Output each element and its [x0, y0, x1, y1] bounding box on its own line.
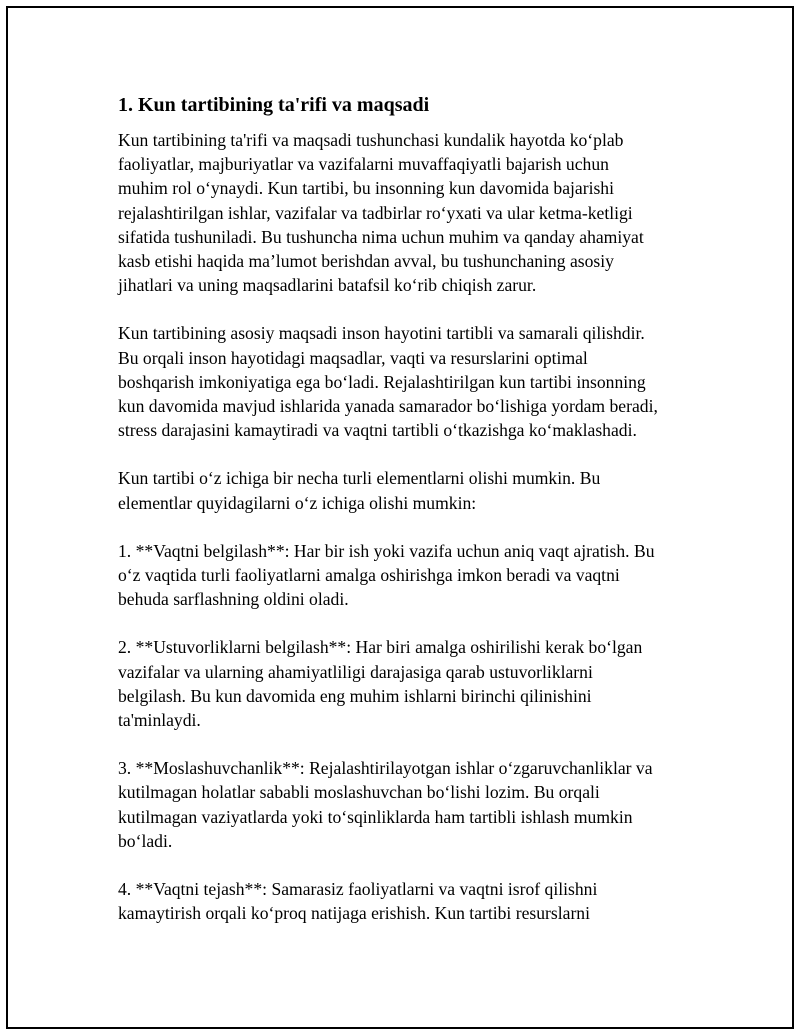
section-heading: 1. Kun tartibining ta'rifi va maqsadi	[118, 94, 430, 116]
list-item-priorities: 2. **Ustuvorliklarni belgilash**: Har biri amalga oshirilishi kerak boʻlgan vazifalar va ularning ahamiyatliligi darajasiga qarab ustuvorliklarni belgilash. Bu kun davomida eng muhim ishlarni birinchi qilinishini ta'minlaydi.	[118, 637, 643, 731]
document-body	[118, 92, 698, 949]
paragraph-purpose: Kun tartibining asosiy maqsadi inson hayotini tartibli va samarali qilishdir. Bu orqali inson hayotidagi maqsadlar, vaqti va resurslarini optimal boshqarish imkoniyatiga ega boʻladi. Rejalashtirilgan kun tartibi insonning kun davomida mavjud ishlarida yanada samarador boʻlishiga yordam beradi, stress darajasini kamaytiradi va vaqtni tartibli oʻtkazishga koʻmaklashadi.	[118, 323, 658, 441]
paragraph-definition: Kun tartibining ta'rifi va maqsadi tushunchasi kundalik hayotda koʻplab faoliyatlar, majburiyatlar va vazifalarni muvaffaqiyatli bajarish uchun muhim rol oʻynaydi. Kun tartibi, bu insonning kun davomida bajarishi rejalashtirilgan ishlar, vazifalar va tadbirlar roʻyxati va ular ketma-ketligi sifatida tushuniladi. Bu tushuncha nima uchun muhim va qanday ahamiyat kasb etishi haqida ma’lumot berishdan avval, bu tushunchaning asosiy jihatlari va uning maqsadlarini batafsil koʻrib chiqish zarur.	[118, 130, 644, 296]
list-item-flexibility: 3. **Moslashuvchanlik**: Rejalashtirilayotgan ishlar oʻzgaruvchanliklar va kutilmagan holatlar sababli moslashuvchan boʻlishi lozim. Bu orqali kutilmagan vaziyatlarda yoki toʻsqinliklarda ham tartibli ishlash mumkin boʻladi.	[118, 758, 653, 851]
list-item-time-saving: 4. **Vaqtni tejash**: Samarasiz faoliyatlarni va vaqtni isrof qilishni kamaytirish orqali koʻproq natijaga erishish. Kun tartibi resurslarni	[118, 879, 598, 924]
paragraph-elements-intro: Kun tartibi oʻz ichiga bir necha turli elementlarni olishi mumkin. Bu elementlar quyidagilarni oʻz ichiga olishi mumkin:	[118, 468, 601, 513]
list-item-time-allocation: 1. **Vaqtni belgilash**: Har bir ish yoki vazifa uchun aniq vaqt ajratish. Bu oʻz vaqtida turli faoliyatlarni amalga oshirishga imkon beradi va vaqtni behuda sarflashning oldini oladi.	[118, 540, 655, 610]
